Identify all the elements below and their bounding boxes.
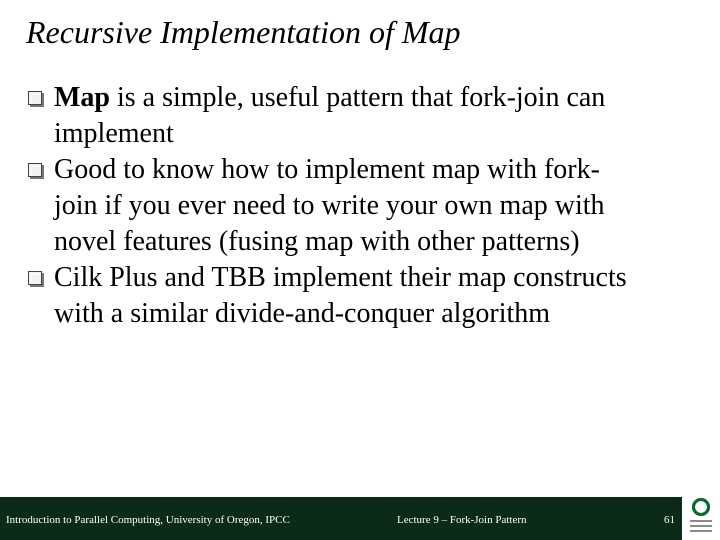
oregon-o-icon: [692, 498, 710, 516]
bullet-text: join if you ever need to write your own map with: [54, 190, 605, 221]
bullet-line: [54, 224, 710, 260]
university-of-oregon-logo: [682, 497, 720, 540]
footer-lecture-title: Lecture 9 – Fork-Join Pattern: [397, 514, 527, 526]
bullet-line: [54, 260, 710, 296]
bullet-item: [0, 260, 720, 332]
bullet-item: [0, 80, 720, 152]
square-bullet-icon: [28, 271, 42, 285]
slide-title: Recursive Implementation of Map: [26, 14, 461, 50]
bullet-text: novel features (fusing map with other patterns): [54, 226, 580, 257]
footer-bar: [0, 497, 682, 540]
bullet-text: is a simple, useful pattern that fork-join can: [110, 82, 606, 113]
bullet-line: [54, 296, 710, 332]
bullet-line: [54, 80, 710, 116]
footer: [0, 497, 720, 540]
square-bullet-icon: [28, 163, 42, 177]
square-bullet-icon: [28, 91, 42, 105]
bullet-line: [54, 152, 710, 188]
bullet-list: [0, 80, 720, 332]
bullet-line: [54, 116, 710, 152]
page-number: 61: [664, 514, 675, 526]
bullet-bold-term: Map: [54, 82, 110, 113]
bullet-line: [54, 188, 710, 224]
bullet-text: Cilk Plus and TBB implement their map constructs: [54, 262, 627, 293]
bullet-text: implement: [54, 118, 174, 149]
footer-course-title: Introduction to Parallel Computing, University of Oregon, IPCC: [6, 514, 290, 526]
bullet-item: [0, 152, 720, 260]
bullet-text: with a similar divide-and-conquer algorithm: [54, 298, 551, 329]
bullet-text: Good to know how to implement map with fork-: [54, 154, 600, 185]
